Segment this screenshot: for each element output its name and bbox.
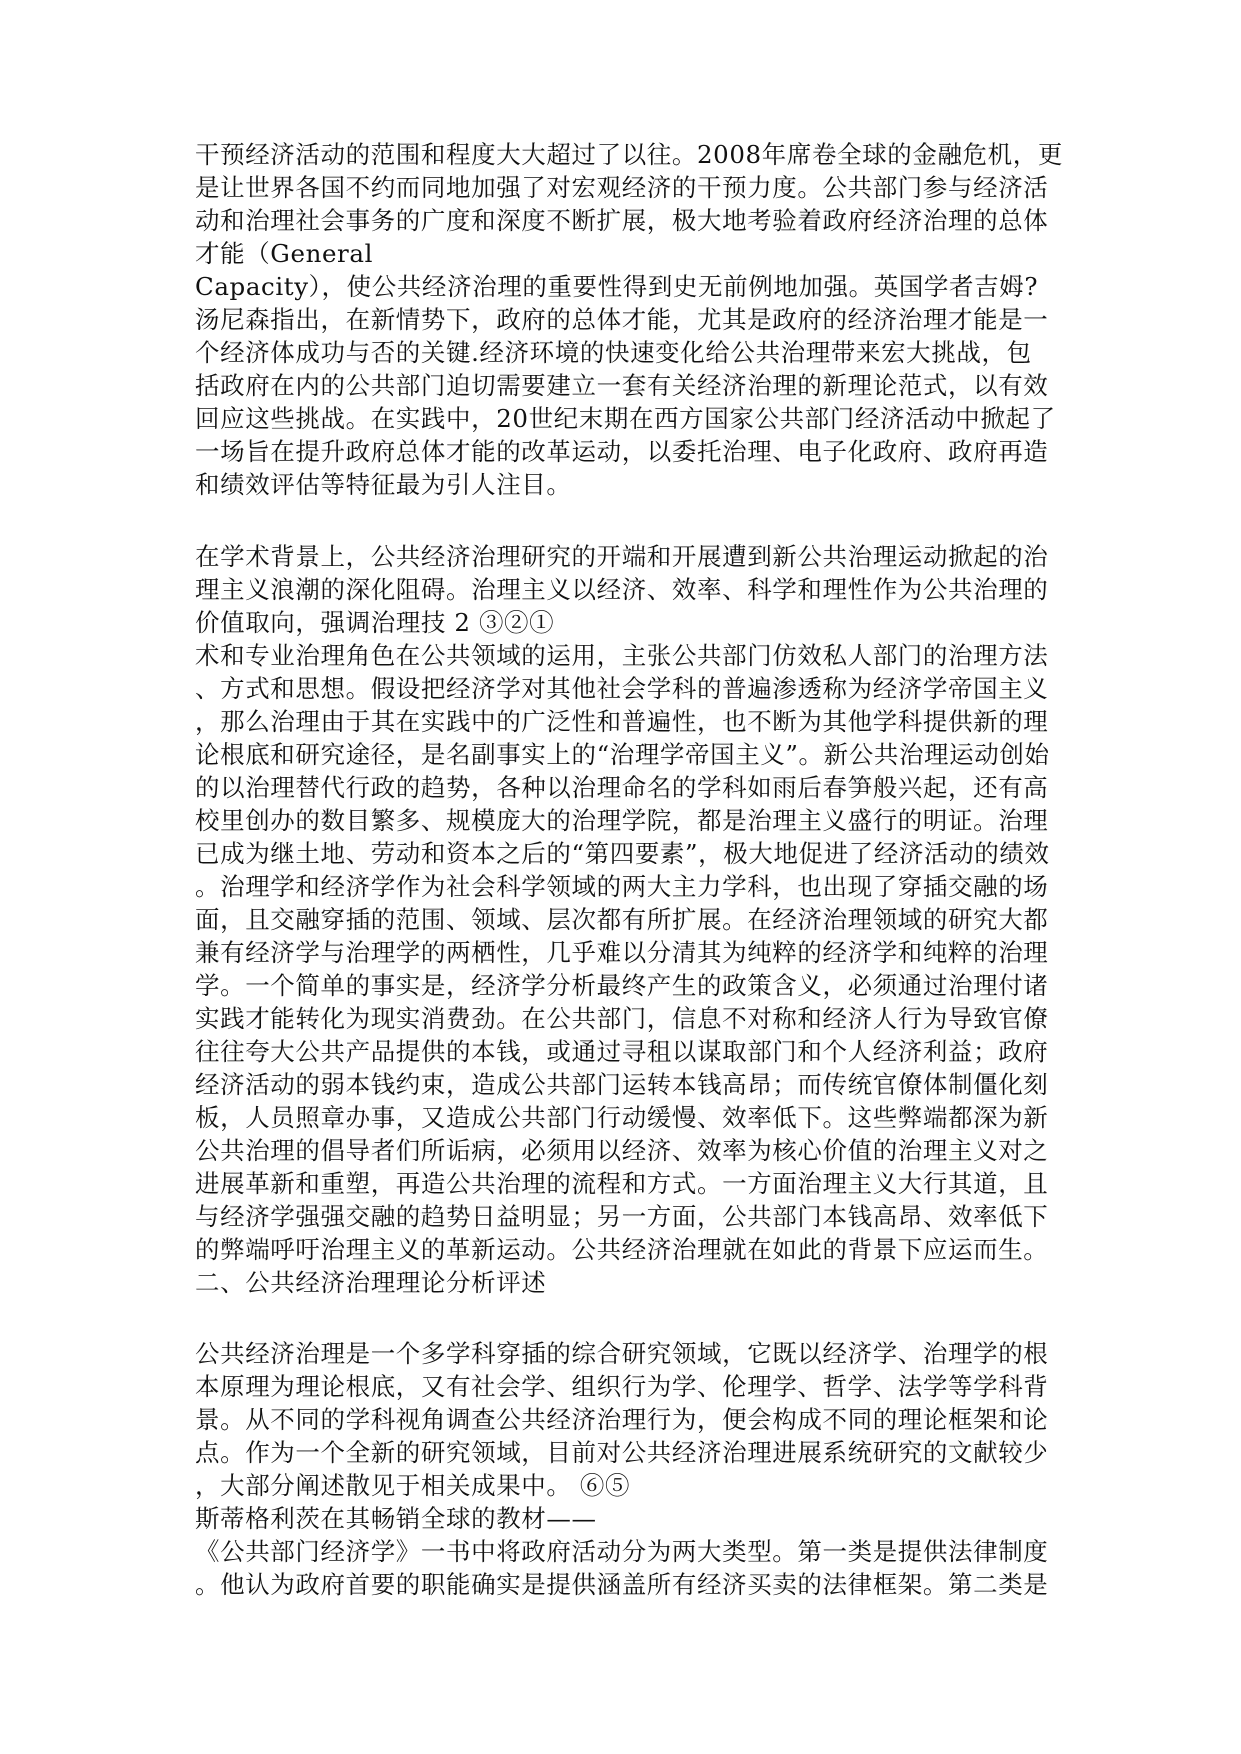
- text-line: 和绩效评估等特征最为引人注目。: [195, 470, 572, 499]
- text-line: 《公共部门经济学》一书中将政府活动分为两大类型。第一类是提供法律制度: [195, 1537, 1049, 1566]
- text-line: 干预经济活动的范围和程度大大超过了以往。2008年席卷全球的金融危机，更: [195, 140, 1063, 169]
- text-line: 校里创办的数目繁多、规模庞大的治理学院，都是治理主义盛行的明证。治理: [195, 806, 1049, 835]
- text-line: 动和治理社会事务的广度和深度不断扩展，极大地考验着政府经济治理的总体: [195, 206, 1049, 235]
- text-line: 。他认为政府首要的职能确实是提供涵盖所有经济买卖的法律框架。第二类是: [195, 1570, 1049, 1599]
- text-line: 兼有经济学与治理学的两栖性，几乎难以分清其为纯粹的经济学和纯粹的治理: [195, 938, 1049, 967]
- text-line: 、方式和思想。假设把经济学对其他社会学科的普遍渗透称为经济学帝国主义: [195, 674, 1049, 703]
- text-line: 回应这些挑战。在实践中，20世纪末期在西方国家公共部门经济活动中掀起了: [195, 404, 1056, 433]
- text-line: 个经济体成功与否的关键.经济环境的快速变化给公共治理带来宏大挑战，包: [195, 338, 1032, 367]
- text-line: ，大部分阐述散见于相关成果中。 ⑥⑤: [195, 1471, 631, 1500]
- text-line: 是让世界各国不约而同地加强了对宏观经济的干预力度。公共部门参与经济活: [195, 173, 1049, 202]
- text-line: 斯蒂格利茨在其畅销全球的教材——: [195, 1504, 597, 1533]
- text-line: 进展革新和重塑，再造公共治理的流程和方式。一方面治理主义大行其道，且: [195, 1169, 1049, 1198]
- text-line: 公共经济治理是一个多学科穿插的综合研究领域，它既以经济学、治理学的根: [195, 1339, 1049, 1368]
- text-line: 。治理学和经济学作为社会科学领域的两大主力学科，也出现了穿插交融的场: [195, 872, 1049, 901]
- text-line: Capacity），使公共经济治理的重要性得到史无前例地加强。英国学者吉姆?: [195, 272, 1039, 301]
- text-line: 才能（General: [195, 239, 374, 268]
- text-line: 公共治理的倡导者们所诟病，必须用以经济、效率为核心价值的治理主义对之: [195, 1136, 1049, 1165]
- section-heading: 二、公共经济治理理论分析评述: [195, 1268, 547, 1297]
- text-line: 板，人员照章办事，又造成公共部门行动缓慢、效率低下。这些弊端都深为新: [195, 1103, 1049, 1132]
- text-line: 面，且交融穿插的范围、领域、层次都有所扩展。在经济治理领域的研究大都: [195, 905, 1049, 934]
- text-line: 价值取向，强调治理技 2 ③②①: [195, 608, 555, 637]
- text-line: 汤尼森指出，在新情势下，政府的总体才能，尤其是政府的经济治理才能是一: [195, 305, 1049, 334]
- text-line: 已成为继土地、劳动和资本之后的“第四要素”，极大地促进了经济活动的绩效: [195, 839, 1050, 868]
- text-line: 与经济学强强交融的趋势日益明显；另一方面，公共部门本钱高昂、效率低下: [195, 1202, 1049, 1231]
- text-line: 景。从不同的学科视角调查公共经济治理行为，便会构成不同的理论框架和论: [195, 1405, 1049, 1434]
- text-line: 实践才能转化为现实消费劲。在公共部门，信息不对称和经济人行为导致官僚: [195, 1004, 1049, 1033]
- text-line: ，那么治理由于其在实践中的广泛性和普遍性，也不断为其他学科提供新的理: [195, 707, 1049, 736]
- text-line: 术和专业治理角色在公共领域的运用，主张公共部门仿效私人部门的治理方法: [195, 641, 1049, 670]
- text-line: 理主义浪潮的深化阻碍。治理主义以经济、效率、科学和理性作为公共治理的: [195, 575, 1049, 604]
- text-line: 论根底和研究途径，是名副事实上的“治理学帝国主义”。新公共治理运动创始: [195, 740, 1050, 769]
- text-line: 的弊端呼吁治理主义的革新运动。公共经济治理就在如此的背景下应运而生。: [195, 1235, 1049, 1264]
- text-line: 在学术背景上，公共经济治理研究的开端和开展遭到新公共治理运动掀起的治: [195, 542, 1049, 571]
- text-line: 学。一个简单的事实是，经济学分析最终产生的政策含义，必须通过治理付诸: [195, 971, 1049, 1000]
- text-line: 经济活动的弱本钱约束，造成公共部门运转本钱高昂；而传统官僚体制僵化刻: [195, 1070, 1049, 1099]
- text-line: 点。作为一个全新的研究领域，目前对公共经济治理进展系统研究的文献较少: [195, 1438, 1049, 1467]
- text-line: 括政府在内的公共部门迫切需要建立一套有关经济治理的新理论范式，以有效: [195, 371, 1049, 400]
- text-line: 往往夸大公共产品提供的本钱，或通过寻租以谋取部门和个人经济利益；政府: [195, 1037, 1049, 1066]
- text-line: 本原理为理论根底，又有社会学、组织行为学、伦理学、哲学、法学等学科背: [195, 1372, 1049, 1401]
- text-line: 一场旨在提升政府总体才能的改革运动，以委托治理、电子化政府、政府再造: [195, 437, 1049, 466]
- text-line: 的以治理替代行政的趋势，各种以治理命名的学科如雨后春笋般兴起，还有高: [195, 773, 1049, 802]
